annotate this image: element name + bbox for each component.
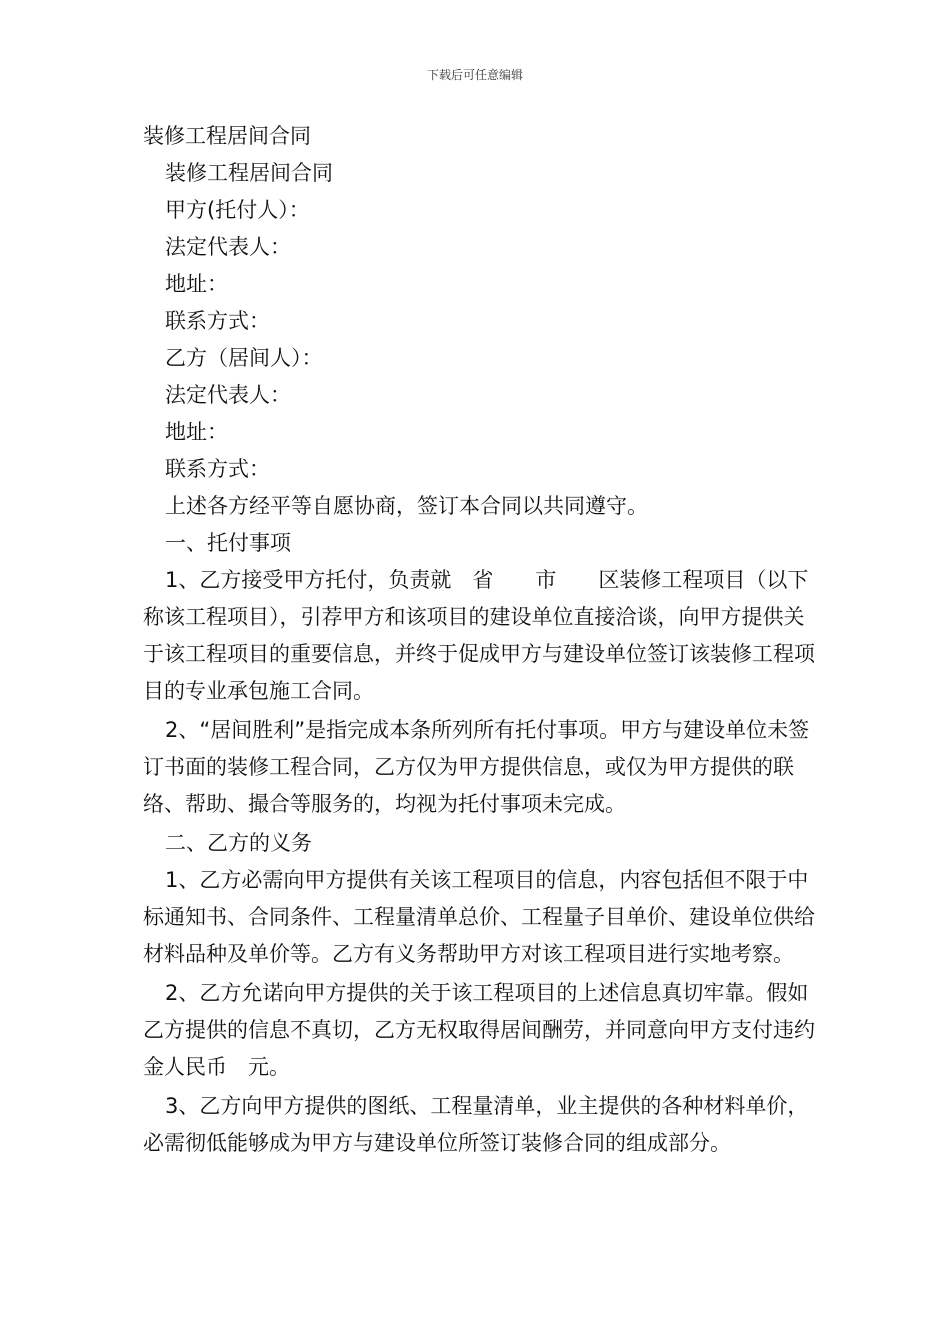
document-title: 装修工程居间合同 [143,124,311,148]
header-note: 下载后可任意编辑 [426,68,523,82]
section-2-item-1: 1、乙方必需向甲方提供有关该工程项目的信息，内容包括但不限于中标通知书、合同条件、工程量清单总价、工程量子目单价、建设单位供给材料品种及单价等。乙方有义务帮助甲方对该工程项目进行实地考察。 [143,868,815,966]
party-a-address: 地址： [165,272,228,296]
party-b-address: 地址： [165,420,228,444]
section-1-item-1: 1、乙方接受甲方托付，负责就 省 市 区装修工程项目（以下称该工程项目），引荐甲方和该项目的建设单位直接洽谈，向甲方提供关于该工程项目的重要信息，并终于促成甲方与建设单位签订该装修工程项目的专业承包施工合同。 [143,568,815,703]
section-2-item-3: 3、乙方向甲方提供的图纸、工程量清单，业主提供的各种材料单价，必需彻低能够成为甲方与建设单位所签订装修合同的组成部分。 [143,1094,809,1155]
section-2-item-2: 2、乙方允诺向甲方提供的关于该工程项目的上述信息真切牢靠。假如乙方提供的信息不真切，乙方无权取得居间酬劳，并同意向甲方支付违约金人民币 元。 [143,981,815,1079]
section-1-item-2: 2、“居间胜利”是指完成本条所列所有托付事项。甲方与建设单位未签订书面的装修工程合同，乙方仅为甲方提供信息，或仅为甲方提供的联络、帮助、撮合等服务的，均视为托付事项未完成。 [143,718,810,816]
contract-heading: 装修工程居间合同 [165,161,333,185]
party-a-contact: 联系方式： [165,309,270,333]
party-a-label: 甲方(托付人）： [165,198,310,222]
party-b-contact: 联系方式： [165,457,270,481]
section-1-heading: 一、托付事项 [165,531,291,555]
intro-statement: 上述各方经平等自愿协商，签订本合同以共同遵守。 [165,494,648,518]
section-2-heading: 二、乙方的义务 [165,831,312,855]
party-b-label: 乙方（居间人）： [165,346,323,370]
party-b-representative: 法定代表人： [165,383,291,407]
party-a-representative: 法定代表人： [165,235,291,259]
document-body [143,118,823,1162]
